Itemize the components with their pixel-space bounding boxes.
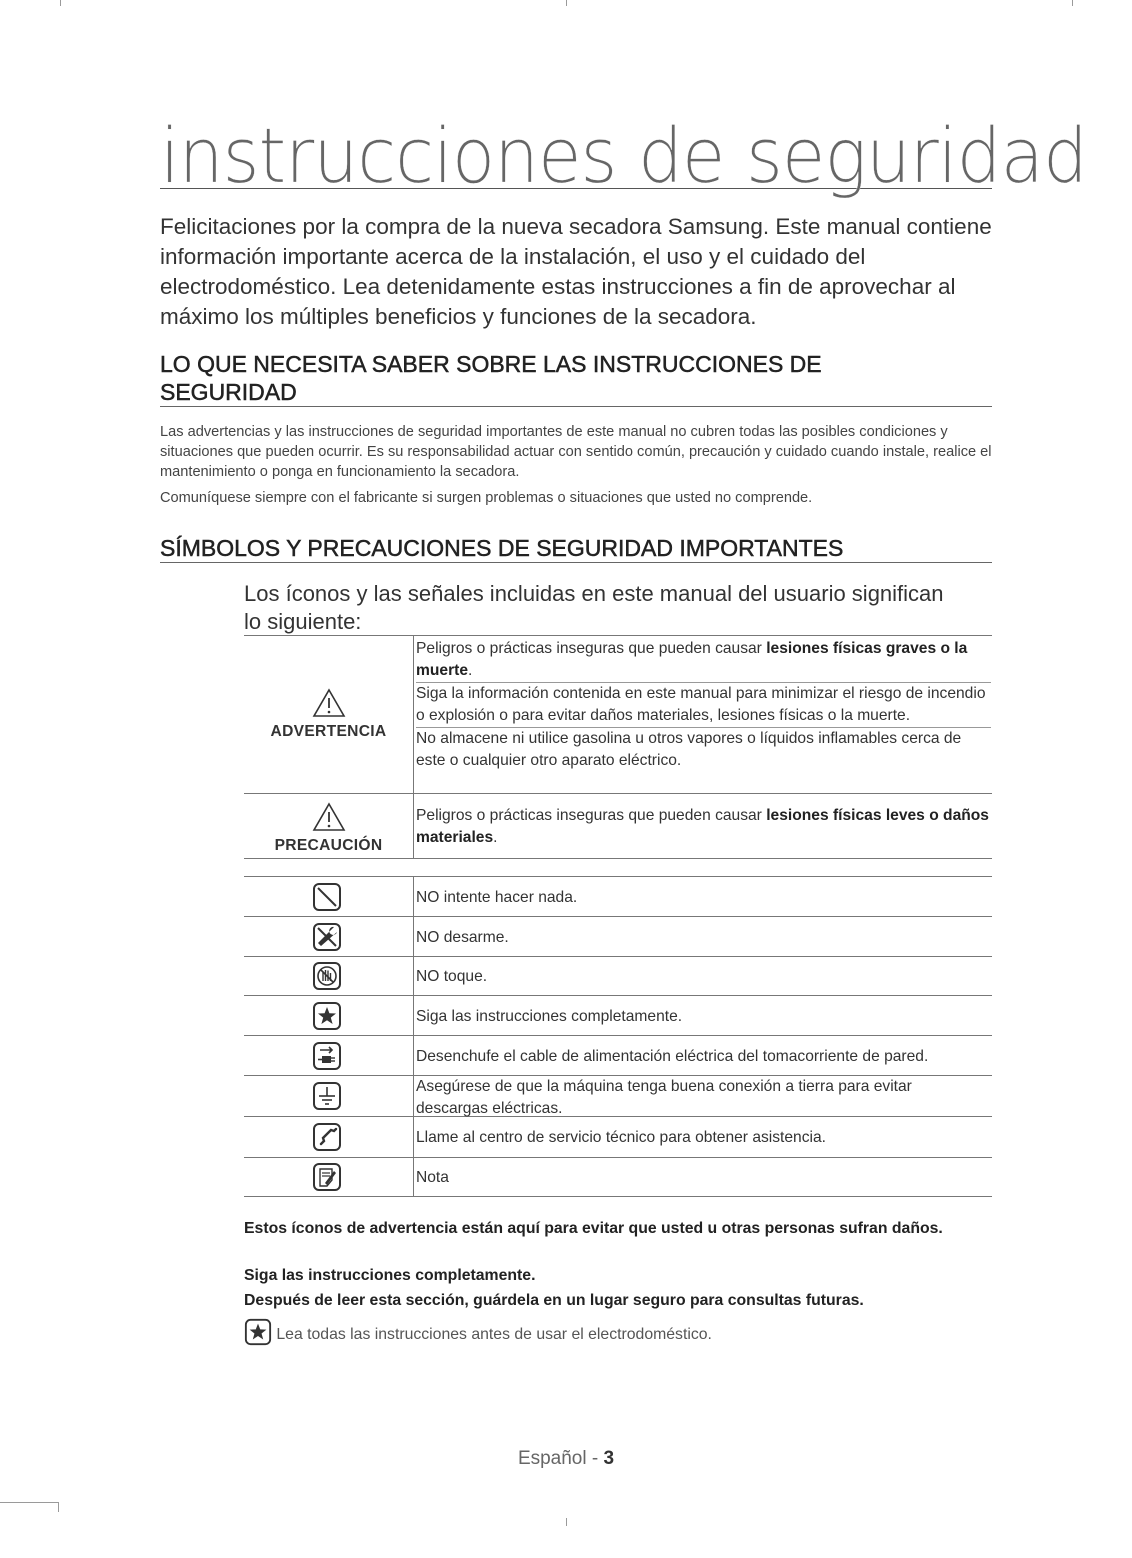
- symbol-text: NO toque.: [416, 968, 488, 985]
- section-heading-symbols: SÍMBOLOS Y PRECAUCIONES DE SEGURIDAD IMPORTANTES: [160, 534, 992, 563]
- intro-paragraph: Felicitaciones por la compra de la nueva secadora Samsung. Este manual contiene información importante acerca de la instalación, el uso y el cuidado del electrodoméstico. Lea detenidamente estas instrucciones a fin de aprovechar al máximo los múltiples beneficios y funciones de la secadora.: [160, 214, 992, 329]
- table-rule: [244, 858, 992, 859]
- table-rule: [244, 1196, 992, 1197]
- symbol-text: Siga las instrucciones completamente.: [416, 1008, 683, 1025]
- warning-text-2: Siga la información contenida en este manual para minimizar el riesgo de incendio o explosión o para evitar daños materiales, lesiones físicas o la muerte.: [416, 685, 986, 724]
- crop-mark: [566, 1518, 567, 1526]
- page-number: Español - 3: [517, 1448, 615, 1469]
- note-icon: [312, 1162, 342, 1192]
- table-divider: [413, 635, 414, 858]
- call-service-icon: [312, 1122, 342, 1152]
- caution-label-cell: [244, 802, 413, 855]
- warning-triangle-icon: [312, 688, 346, 718]
- symbols-subheading: Los íconos y las señales incluidas en este manual del usuario significan lo siguiente:: [244, 581, 944, 634]
- no-disassemble-icon: [312, 922, 342, 952]
- caution-triangle-icon: [312, 802, 346, 832]
- symbol-text: Nota: [416, 1169, 449, 1186]
- section1-paragraph-2: Comuníquese siempre con el fabricante si surgen problemas o situaciones que usted no comprende.: [160, 490, 813, 506]
- symbol-text: NO intente hacer nada.: [416, 889, 578, 906]
- crop-mark: [0, 1502, 58, 1503]
- footer-follow-line: Siga las instrucciones completamente.: [244, 1267, 536, 1284]
- table-rule: [244, 793, 992, 794]
- ground-icon: [312, 1081, 342, 1111]
- warning-text-1: Peligros o prácticas inseguras que pueden causar lesiones físicas graves o la muerte.: [416, 640, 968, 679]
- crop-mark: [1072, 0, 1073, 6]
- table-rule: [244, 876, 992, 877]
- caution-description: Peligros o prácticas inseguras que pueden causar lesiones físicas leves o daños materiales.: [416, 807, 989, 846]
- page-title: instrucciones de seguridad: [160, 111, 1087, 200]
- table-rule: [244, 916, 992, 917]
- crop-mark: [566, 0, 567, 6]
- table-rule: [244, 1157, 992, 1158]
- crop-mark: [58, 1502, 59, 1512]
- table-rule: [244, 995, 992, 996]
- follow-instructions-icon: [312, 1001, 342, 1031]
- follow-instructions-icon: [244, 1318, 272, 1346]
- section1-paragraph: Las advertencias y las instrucciones de seguridad importantes de este manual no cubren todas las posibles condiciones y situaciones que pueden ocurrir. Es su responsabilidad actuar con sentido común, precaución y cuidado cuando instale, realice el mantenimiento o ponga en funcionamiento la secadora.: [160, 424, 992, 480]
- prohibited-icon: [312, 882, 342, 912]
- caution-label: PRECAUCIÓN: [274, 837, 383, 854]
- table-rule: [244, 635, 992, 636]
- footer-keep-line: Después de leer esta sección, guárdela en un lugar seguro para consultas futuras.: [244, 1292, 864, 1309]
- warning-text-3: No almacene ni utilice gasolina u otros vapores o líquidos inflamables cerca de este o cualquier otro aparato eléctrico.: [416, 730, 962, 769]
- table-rule: [244, 956, 992, 957]
- symbol-text: Llame al centro de servicio técnico para obtener asistencia.: [416, 1129, 826, 1146]
- symbol-text: Desenchufe el cable de alimentación eléctrica del tomacorriente de pared.: [416, 1048, 929, 1065]
- section-heading-instructions: [160, 350, 992, 407]
- footer-warning-line: Estos íconos de advertencia están aquí para evitar que usted u otras personas sufran daños.: [244, 1220, 943, 1237]
- heading-line: SEGURIDAD: [160, 379, 297, 405]
- table-rule: [244, 1035, 992, 1036]
- crop-mark: [60, 0, 61, 6]
- warning-label-cell: [244, 688, 413, 741]
- unplug-icon: [312, 1041, 342, 1071]
- warning-label: ADVERTENCIA: [270, 723, 387, 740]
- table-divider: [413, 876, 414, 1196]
- warning-description: [416, 638, 991, 772]
- footer-note: [244, 1318, 1004, 1348]
- heading-line: LO QUE NECESITA SABER SOBRE LAS INSTRUCCIONES DE: [160, 351, 822, 377]
- no-touch-icon: [312, 961, 342, 991]
- symbol-text: NO desarme.: [416, 929, 509, 946]
- symbol-text: Asegúrese de que la máquina tenga buena conexión a tierra para evitar descargas eléctricas.: [416, 1078, 912, 1117]
- footer-note-text: Lea todas las instrucciones antes de usar el electrodoméstico.: [276, 1326, 712, 1343]
